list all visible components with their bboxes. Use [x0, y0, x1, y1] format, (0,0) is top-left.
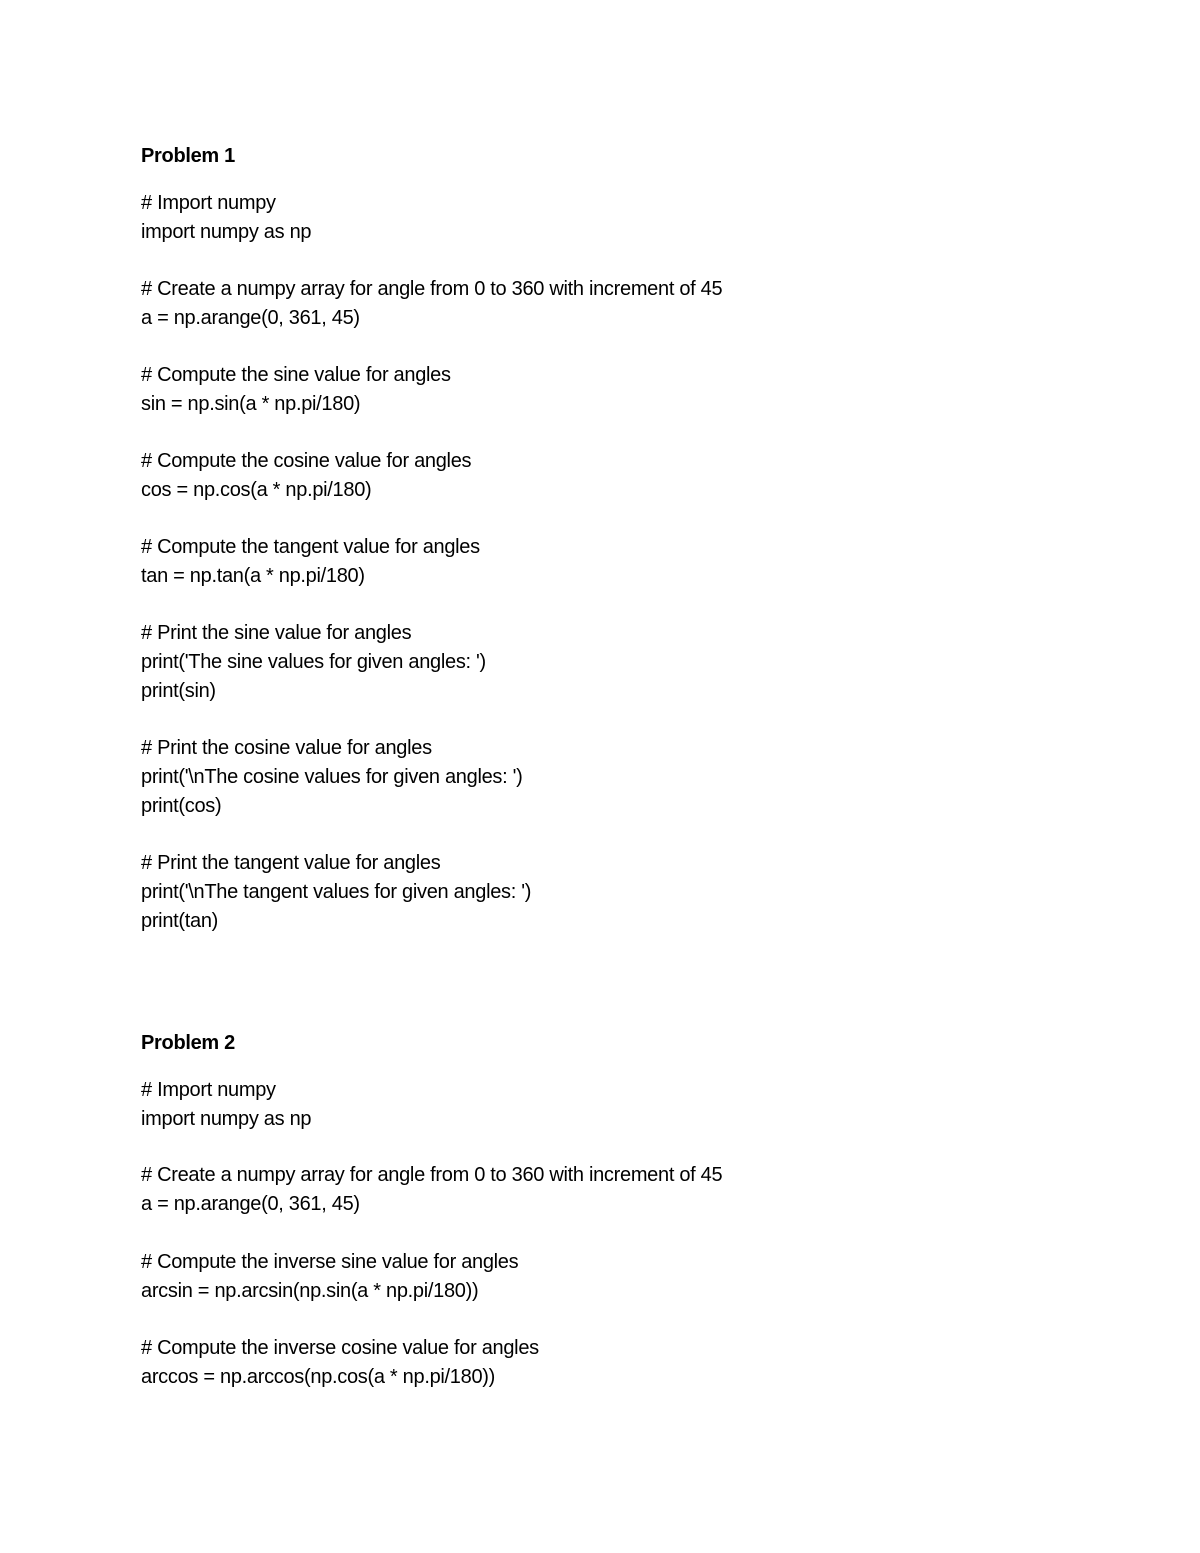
code-line: a = np.arange(0, 361, 45)	[141, 1193, 360, 1215]
problem-1-heading: Problem 1	[141, 145, 235, 167]
code-comment: # Compute the inverse sine value for angles	[141, 1251, 519, 1273]
code-comment: # Create a numpy array for angle from 0 to 360 with increment of 45	[141, 1164, 723, 1186]
code-comment: # Compute the inverse cosine value for angles	[141, 1337, 539, 1359]
code-comment: # Compute the sine value for angles	[141, 364, 451, 386]
code-comment: # Import numpy	[141, 1079, 276, 1101]
code-comment: # Print the sine value for angles	[141, 622, 412, 644]
code-comment: # Print the tangent value for angles	[141, 852, 441, 874]
code-comment: # Print the cosine value for angles	[141, 737, 432, 759]
code-line: arcsin = np.arcsin(np.sin(a * np.pi/180))	[141, 1280, 479, 1302]
code-line: print(sin)	[141, 680, 216, 702]
code-line: import numpy as np	[141, 1108, 312, 1130]
code-line: print(tan)	[141, 910, 219, 932]
code-line: print(cos)	[141, 795, 222, 817]
code-comment: # Create a numpy array for angle from 0 to 360 with increment of 45	[141, 278, 723, 300]
code-line: arccos = np.arccos(np.cos(a * np.pi/180))	[141, 1366, 495, 1388]
code-line: print('The sine values for given angles: ')	[141, 651, 486, 673]
code-line: print('\nThe tangent values for given angles: ')	[141, 881, 532, 903]
code-line: cos = np.cos(a * np.pi/180)	[141, 479, 372, 501]
code-line: tan = np.tan(a * np.pi/180)	[141, 565, 365, 587]
code-line: sin = np.sin(a * np.pi/180)	[141, 393, 361, 415]
code-comment: # Compute the tangent value for angles	[141, 536, 480, 558]
code-line: import numpy as np	[141, 221, 312, 243]
code-comment: # Import numpy	[141, 192, 276, 214]
problem-2-heading: Problem 2	[141, 1032, 235, 1054]
code-line: print('\nThe cosine values for given angles: ')	[141, 766, 523, 788]
code-comment: # Compute the cosine value for angles	[141, 450, 472, 472]
code-line: a = np.arange(0, 361, 45)	[141, 307, 360, 329]
